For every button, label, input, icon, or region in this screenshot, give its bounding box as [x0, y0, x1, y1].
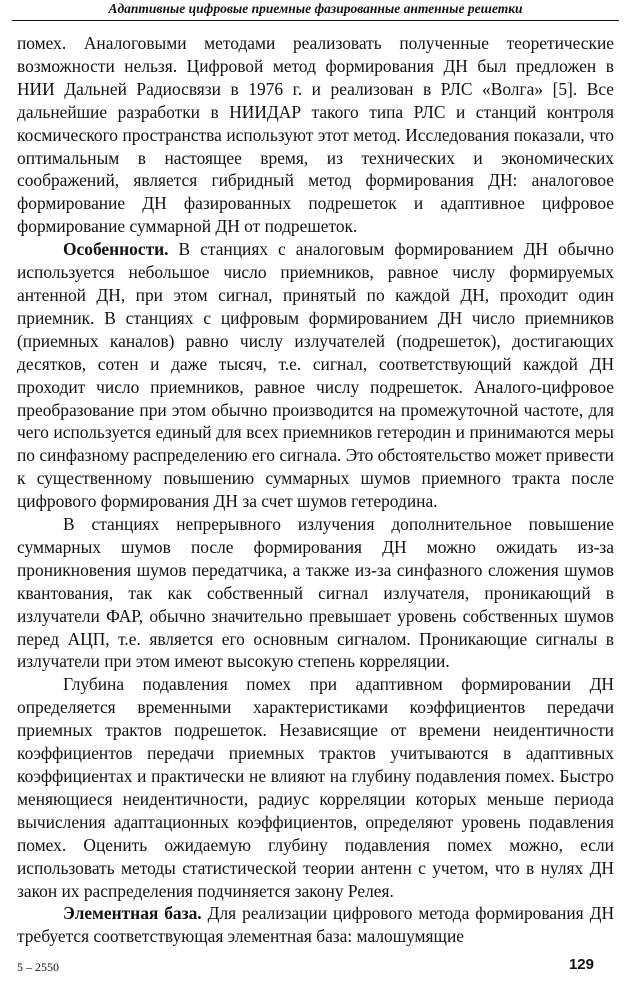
- running-header: Адаптивные цифровые приемные фазированные антенные решетки: [12, 0, 619, 21]
- paragraph-text: помех. Аналоговыми методами реализовать полученные теоретические возможности нельзя. Цифровой метод формирования ДН был предложен в НИИ Дальней Радиосвязи в 1976 г. и реализован в РЛС «Волга» [5]. Все дальнейшие разработки в НИИДАР такого типа РЛС и станций контроля космического пространства используют этот метод. Исследования показали, что оптимальным в настоящее время, из технических и экономических соображений, является гибридный метод формирования ДН: аналоговое формирование ДН фазированных подрешеток и адаптивное цифровое формирование суммарной ДН от подрешеток.: [17, 33, 614, 237]
- paragraph-suppression-depth: [17, 673, 614, 902]
- paragraph-continued: [17, 32, 614, 238]
- paragraph-text: В станциях с аналоговым формированием ДН обычно используется небольшое число приемников, равное числу формируемых антенной ДН, при этом сигнал, принятый по каждой ДН, проходит один приемник. В станциях с цифровым формированием ДН число приемников (приемных каналов) равно числу излучателей (подрешеток), достигающих десятков, сотен и даже тысяч, т.е. сигнал, соответствующий каждой ДН проходит число приемников, равное числу подрешеток. Аналого-цифровое преобразование при этом обычно производится на промежуточной частоте, для чего используется единый для всех приемников гетеродин и принимаются меры по синфазному распределению его сигнала. Это обстоятельство может привести к существенному повышению суммарных шумов приемного тракта после цифрового формирования ДН за счет шумов гетеродина.: [17, 239, 614, 512]
- paragraph-text: Глубина подавления помех при адаптивном формировании ДН определяется временными характеристиками коэффициентов передачи приемных трактов подрешеток. Независящие от времени неидентичности коэффициентов передачи приемных трактов учитываются в адаптивных коэффициентах и практически не влияют на глубину подавления помех. Быстро меняющиеся неидентичности, радиус корреляции которых меньше периода вычисления адаптационных коэффициентов, определяют уровень подавления помех. Оценить ожидаемую глубину подавления помех можно, если использовать методы статистической теории антенн с учетом, что в нулях ДН закон их распределения подчиняется закону Релея.: [17, 674, 614, 901]
- paragraph-features: [17, 238, 614, 513]
- paragraph-element-base: [17, 902, 614, 948]
- body-text: [17, 32, 614, 948]
- paragraph-text: Для реализации цифрового метода формирования ДН требуется соответствующая элементная база: малошумящие: [17, 903, 615, 947]
- paragraph-text: В станциях непрерывного излучения дополнительное повышение суммарных шумов после формирования ДН можно ожидать из-за проникновения шумов передатчика, а также из-за синфазного сложения шумов квантования, так как собственный сигнал излучателя, проникающий в излучатели ФАР, обычно значительно превышает уровень собственных шумов перед АЦП, т.е. является его основным сигналом. Проникающие сигналы в излучатели при этом имеют высокую степень корреляции.: [17, 514, 614, 672]
- paragraph-cw-stations: [17, 513, 614, 673]
- signature-mark: 5 – 2550: [17, 960, 59, 974]
- paragraph-lead: Элементная база.: [63, 903, 202, 924]
- paragraph-lead: Особенности.: [63, 239, 169, 260]
- page-number: 129: [568, 956, 594, 973]
